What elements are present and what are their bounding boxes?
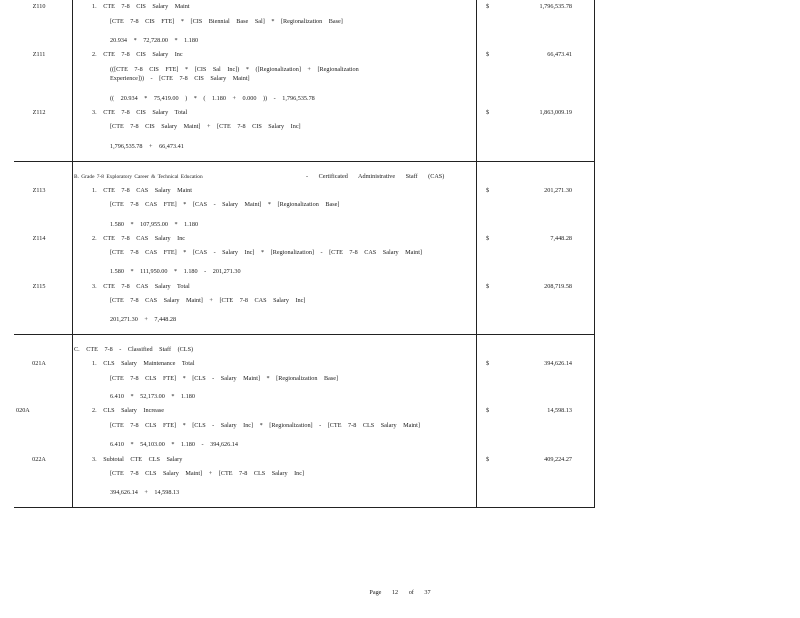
row-calculation: 1.580 * 111,950.00 * 1.180 - 201,271.30 [110,268,241,275]
dollar-sign: $ [486,360,490,367]
row-amount: 394,626.14 [544,360,572,367]
row-calculation: 394,626.14 + 14,598.13 [110,489,180,496]
section-heading: B. Grade 7-8 Exploratory Career & Technical Education [74,174,203,180]
row-formula: [CTE 7-8 CLS FTE] * [CLS - Salary Maint] * [Regionalization Base] [110,375,339,382]
row-calculation: (( 20.934 * 75,419.00 ) * ( 1.180 + 0.000 )) - 1,796,535.78 [110,95,315,102]
dollar-sign: $ [486,51,490,58]
column-divider-left [72,0,73,508]
row-amount: 208,719.58 [544,283,572,290]
row-calculation: 6.410 * 54,103.00 * 1.180 - 394,626.14 [110,441,238,448]
row-formula: [CTE 7-8 CAS FTE] * [CAS - Salary Inc] * [Regionalization] - [CTE 7-8 CAS Salary Maint] [110,249,422,256]
section-divider-a [14,161,595,162]
row-code: 022A [32,456,46,463]
row-formula: [CTE 7-8 CIS FTE] * [CIS Biennial Base Sal] * [Regionalization Base] [110,18,343,25]
row-code: Z112 [32,109,46,116]
row-formula: [CTE 7-8 CLS FTE] * [CLS - Salary Inc] * [Regionalization] - [CTE 7-8 CLS Salary Maint] [110,422,420,429]
row-calculation: 20.934 * 72,728.00 * 1.180 [110,37,199,44]
row-title: 3. CTE 7-8 CAS Salary Total [92,283,190,290]
page-number: Page 12 of 37 [369,589,431,596]
row-title: 2. CTE 7-8 CIS Salary Inc [92,51,183,58]
section-divider-b [14,334,595,335]
row-title: 2. CLS Salary Increase [92,407,165,414]
row-code: Z114 [32,235,46,242]
row-title: 3. CTE 7-8 CIS Salary Total [92,109,188,116]
table-bottom-border [14,507,595,508]
column-divider-right [476,0,477,508]
dollar-sign: $ [486,187,490,194]
row-formula: [CTE 7-8 CLS Salary Maint] + [CTE 7-8 CLS Salary Inc] [110,470,305,477]
row-amount: 201,271.30 [544,187,572,194]
row-code: Z111 [32,51,46,58]
dollar-sign: $ [486,456,490,463]
row-title: 1. CLS Salary Maintenance Total [92,360,195,367]
row-code: Z115 [32,283,46,290]
row-amount: 1,796,535.78 [539,3,572,10]
row-title: 3. Subtotal CTE CLS Salary [92,456,183,463]
section-heading: C. CTE 7-8 - Classified Staff (CLS) [74,346,194,353]
row-calculation: 1.580 * 107,955.00 * 1.180 [110,221,199,228]
section-heading-staff: - Certificated Administrative Staff (CAS) [306,173,445,180]
row-amount: 1,863,009.19 [539,109,572,116]
row-formula: [CTE 7-8 CIS Salary Maint] + [CTE 7-8 CIS Salary Inc] [110,123,301,130]
dollar-sign: $ [486,283,490,290]
dollar-sign: $ [486,407,490,414]
dollar-sign: $ [486,109,490,116]
row-amount: 66,473.41 [547,51,572,58]
row-calculation: 201,271.30 + 7,448.28 [110,316,177,323]
dollar-sign: $ [486,3,490,10]
row-amount: 7,448.28 [550,235,572,242]
row-amount: 409,224.27 [544,456,572,463]
row-formula: [CTE 7-8 CAS Salary Maint] + [CTE 7-8 CAS Salary Inc] [110,297,306,304]
row-title: 2. CTE 7-8 CAS Salary Inc [92,235,186,242]
row-calculation: 6.410 * 52,173.00 * 1.180 [110,393,195,400]
row-code: 020A [16,407,30,414]
row-title: 1. CTE 7-8 CIS Salary Maint [92,3,190,10]
row-formula: [CTE 7-8 CAS FTE] * [CAS - Salary Maint] * [Regionalization Base] [110,201,340,208]
row-amount: 14,598.13 [547,407,572,414]
row-code: Z113 [32,187,46,194]
table-border-right [594,0,595,508]
row-formula: (([CTE 7-8 CIS FTE] * [CIS Sal Inc]) * ([Regionalization] + [Regionalization [110,66,359,73]
row-calculation: 1,796,535.78 + 66,473.41 [110,143,184,150]
row-code: 021A [32,360,46,367]
dollar-sign: $ [486,235,490,242]
row-formula-continued: Experience])) - [CTE 7-8 CIS Salary Maint] [110,75,250,82]
row-code: Z110 [32,3,46,10]
row-title: 1. CTE 7-8 CAS Salary Maint [92,187,192,194]
